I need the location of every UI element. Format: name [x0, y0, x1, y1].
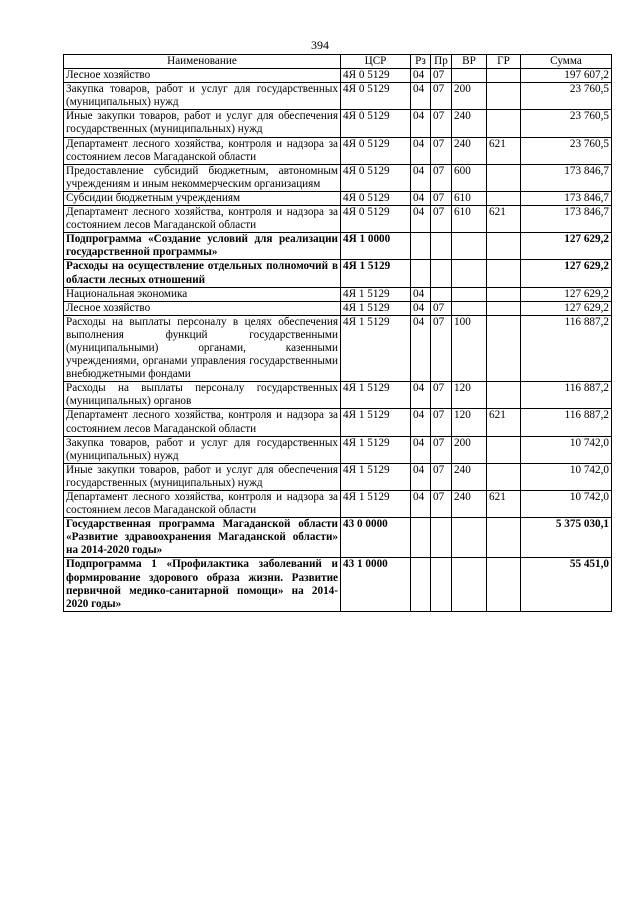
cell-rz: 04 — [411, 436, 431, 463]
budget-table — [63, 54, 612, 612]
cell-csr: 4Я 0 5129 — [341, 191, 411, 205]
table-row — [64, 409, 612, 436]
cell-pr: 07 — [431, 436, 452, 463]
cell-vr — [452, 69, 487, 83]
cell-sum: 23 760,5 — [521, 137, 612, 164]
cell-rz — [411, 518, 431, 558]
cell-sum: 173 846,7 — [521, 164, 612, 191]
cell-pr: 07 — [431, 69, 452, 83]
table-row — [64, 206, 612, 233]
cell-vr: 240 — [452, 137, 487, 164]
table-row — [64, 558, 612, 611]
cell-vr — [452, 260, 487, 287]
cell-rz: 04 — [411, 301, 431, 315]
cell-rz: 04 — [411, 69, 431, 83]
header-rz: Рз — [411, 55, 431, 69]
cell-pr: 07 — [431, 110, 452, 137]
cell-name: Закупка товаров, работ и услуг для государственных (муниципальных) нужд — [64, 83, 341, 110]
cell-pr: 07 — [431, 206, 452, 233]
cell-name: Подпрограмма 1 «Профилактика заболеваний и формирование здорового образа жизни. Развитие первичной медико-санитарной помощи» на 2014-2020 годы» — [64, 558, 341, 611]
cell-csr: 4Я 1 5129 — [341, 463, 411, 490]
cell-csr: 4Я 0 5129 — [341, 164, 411, 191]
table-header-row — [64, 55, 612, 69]
cell-vr — [452, 301, 487, 315]
cell-name: Лесное хозяйство — [64, 69, 341, 83]
header-vr: ВР — [452, 55, 487, 69]
cell-rz: 04 — [411, 164, 431, 191]
table-row — [64, 382, 612, 409]
cell-pr — [431, 233, 452, 260]
cell-sum: 5 375 030,1 — [521, 518, 612, 558]
cell-name: Департамент лесного хозяйства, контроля и надзора за состоянием лесов Магаданской области — [64, 206, 341, 233]
cell-pr: 07 — [431, 409, 452, 436]
table-row — [64, 83, 612, 110]
cell-name: Лесное хозяйство — [64, 301, 341, 315]
cell-pr — [431, 558, 452, 611]
cell-gr — [487, 382, 521, 409]
cell-name: Департамент лесного хозяйства, контроля и надзора за состоянием лесов Магаданской области — [64, 137, 341, 164]
cell-name: Расходы на выплаты персоналу в целях обеспечения выполнения функций государственными (муниципальными) органами, казенными учреждениями, органами управления государственными внебюджетными фондами — [64, 315, 341, 381]
cell-csr: 4Я 1 5129 — [341, 491, 411, 518]
cell-sum: 127 629,2 — [521, 287, 612, 301]
cell-name: Субсидии бюджетным учреждениям — [64, 191, 341, 205]
cell-name: Иные закупки товаров, работ и услуг для обеспечения государственных (муниципальных) нужд — [64, 463, 341, 490]
cell-csr: 4Я 1 5129 — [341, 301, 411, 315]
cell-csr: 4Я 1 5129 — [341, 287, 411, 301]
cell-gr — [487, 287, 521, 301]
cell-rz: 04 — [411, 463, 431, 490]
cell-pr: 07 — [431, 191, 452, 205]
cell-pr: 07 — [431, 137, 452, 164]
cell-gr — [487, 233, 521, 260]
cell-sum: 10 742,0 — [521, 463, 612, 490]
cell-vr: 240 — [452, 110, 487, 137]
cell-pr: 07 — [431, 491, 452, 518]
cell-vr: 120 — [452, 382, 487, 409]
header-csr: ЦСР — [341, 55, 411, 69]
cell-csr: 4Я 1 5129 — [341, 315, 411, 381]
cell-csr: 4Я 0 5129 — [341, 83, 411, 110]
cell-sum: 10 742,0 — [521, 491, 612, 518]
cell-name: Национальная экономика — [64, 287, 341, 301]
header-sum: Сумма — [521, 55, 612, 69]
cell-gr: 621 — [487, 137, 521, 164]
table-row — [64, 69, 612, 83]
cell-sum: 173 846,7 — [521, 191, 612, 205]
cell-rz — [411, 260, 431, 287]
cell-gr — [487, 436, 521, 463]
cell-csr: 4Я 0 5129 — [341, 69, 411, 83]
cell-sum: 116 887,2 — [521, 382, 612, 409]
cell-sum: 23 760,5 — [521, 83, 612, 110]
cell-pr — [431, 287, 452, 301]
cell-pr — [431, 518, 452, 558]
table-row — [64, 191, 612, 205]
cell-name: Расходы на выплаты персоналу государственных (муниципальных) органов — [64, 382, 341, 409]
cell-gr — [487, 518, 521, 558]
cell-vr: 200 — [452, 436, 487, 463]
cell-gr: 621 — [487, 409, 521, 436]
cell-vr: 240 — [452, 491, 487, 518]
cell-vr — [452, 518, 487, 558]
cell-sum: 127 629,2 — [521, 260, 612, 287]
cell-rz — [411, 558, 431, 611]
cell-sum: 127 629,2 — [521, 301, 612, 315]
cell-gr — [487, 69, 521, 83]
cell-csr: 4Я 1 5129 — [341, 436, 411, 463]
cell-gr — [487, 463, 521, 490]
cell-vr: 600 — [452, 164, 487, 191]
cell-pr: 07 — [431, 164, 452, 191]
cell-csr: 4Я 1 0000 — [341, 233, 411, 260]
cell-csr: 43 1 0000 — [341, 558, 411, 611]
cell-vr — [452, 287, 487, 301]
cell-rz: 04 — [411, 110, 431, 137]
cell-sum: 116 887,2 — [521, 409, 612, 436]
cell-gr — [487, 315, 521, 381]
table-row — [64, 233, 612, 260]
page-number: 394 — [311, 38, 329, 52]
cell-name: Иные закупки товаров, работ и услуг для обеспечения государственных (муниципальных) нужд — [64, 110, 341, 137]
table-row — [64, 301, 612, 315]
cell-sum: 10 742,0 — [521, 436, 612, 463]
cell-gr: 621 — [487, 206, 521, 233]
cell-vr: 100 — [452, 315, 487, 381]
cell-rz: 04 — [411, 315, 431, 381]
cell-vr: 610 — [452, 206, 487, 233]
cell-gr — [487, 558, 521, 611]
cell-vr: 610 — [452, 191, 487, 205]
table-row — [64, 110, 612, 137]
table-row — [64, 287, 612, 301]
table-row — [64, 164, 612, 191]
cell-csr: 4Я 1 5129 — [341, 409, 411, 436]
cell-vr — [452, 233, 487, 260]
cell-vr: 240 — [452, 463, 487, 490]
cell-rz: 04 — [411, 491, 431, 518]
cell-pr: 07 — [431, 315, 452, 381]
table-row — [64, 260, 612, 287]
cell-gr — [487, 83, 521, 110]
cell-rz — [411, 233, 431, 260]
cell-name: Подпрограмма «Создание условий для реализации государственной программы» — [64, 233, 341, 260]
cell-rz: 04 — [411, 206, 431, 233]
cell-rz: 04 — [411, 382, 431, 409]
cell-name: Департамент лесного хозяйства, контроля и надзора за состоянием лесов Магаданской области — [64, 409, 341, 436]
cell-vr: 120 — [452, 409, 487, 436]
cell-gr — [487, 110, 521, 137]
cell-rz: 04 — [411, 191, 431, 205]
cell-pr — [431, 260, 452, 287]
cell-csr: 4Я 0 5129 — [341, 137, 411, 164]
cell-csr: 4Я 0 5129 — [341, 110, 411, 137]
cell-name: Закупка товаров, работ и услуг для государственных (муниципальных) нужд — [64, 436, 341, 463]
cell-rz: 04 — [411, 137, 431, 164]
header-pr: Пр — [431, 55, 452, 69]
cell-gr — [487, 301, 521, 315]
table-row — [64, 518, 612, 558]
cell-gr — [487, 191, 521, 205]
table-row — [64, 463, 612, 490]
cell-name: Предоставление субсидий бюджетным, автономным учреждениям и иным некоммерческим организациям — [64, 164, 341, 191]
cell-csr: 4Я 1 5129 — [341, 260, 411, 287]
cell-sum: 127 629,2 — [521, 233, 612, 260]
cell-gr — [487, 260, 521, 287]
header-gr: ГР — [487, 55, 521, 69]
cell-pr: 07 — [431, 382, 452, 409]
header-name: Наименование — [64, 55, 341, 69]
table-row — [64, 491, 612, 518]
cell-sum: 197 607,2 — [521, 69, 612, 83]
cell-gr — [487, 164, 521, 191]
table-row — [64, 436, 612, 463]
cell-vr — [452, 558, 487, 611]
cell-pr: 07 — [431, 301, 452, 315]
cell-gr: 621 — [487, 491, 521, 518]
cell-sum: 55 451,0 — [521, 558, 612, 611]
cell-rz: 04 — [411, 409, 431, 436]
cell-pr: 07 — [431, 463, 452, 490]
cell-name: Государственная программа Магаданской области «Развитие здравоохранения Магаданской области» на 2014-2020 годы» — [64, 518, 341, 558]
table-body — [64, 69, 612, 612]
cell-sum: 116 887,2 — [521, 315, 612, 381]
cell-csr: 43 0 0000 — [341, 518, 411, 558]
table-row — [64, 137, 612, 164]
cell-csr: 4Я 0 5129 — [341, 206, 411, 233]
cell-rz: 04 — [411, 83, 431, 110]
cell-sum: 173 846,7 — [521, 206, 612, 233]
cell-sum: 23 760,5 — [521, 110, 612, 137]
table-row — [64, 315, 612, 381]
cell-csr: 4Я 1 5129 — [341, 382, 411, 409]
cell-vr: 200 — [452, 83, 487, 110]
cell-name: Департамент лесного хозяйства, контроля и надзора за состоянием лесов Магаданской области — [64, 491, 341, 518]
cell-rz: 04 — [411, 287, 431, 301]
cell-pr: 07 — [431, 83, 452, 110]
cell-name: Расходы на осуществление отдельных полномочий в области лесных отношений — [64, 260, 341, 287]
